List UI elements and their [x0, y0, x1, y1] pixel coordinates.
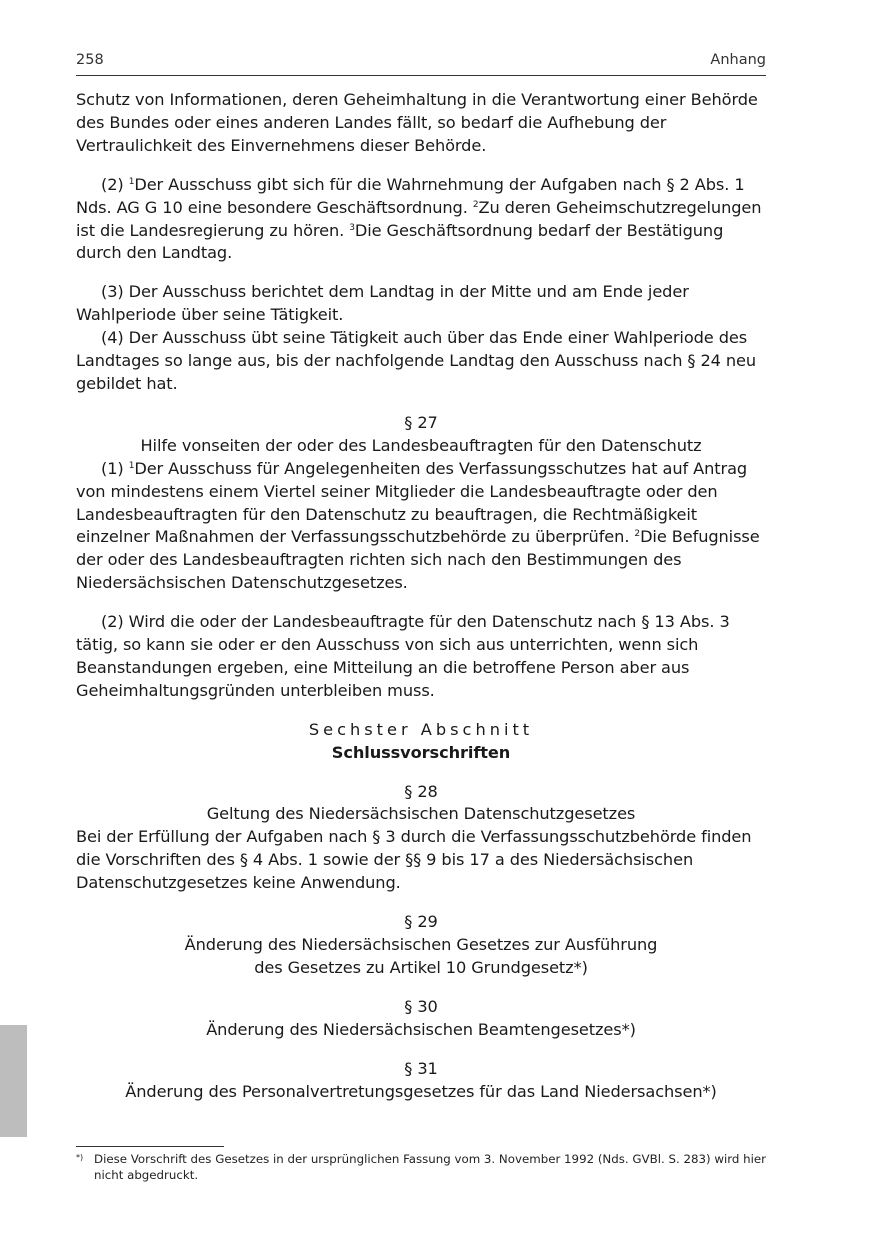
s26-paragraph-4: (4) Der Ausschuss übt seine Tätigkeit auch über das Ende einer Wahlperiode des Landtages so lange aus, bis der nachfolgende Landtag den Ausschuss nach § 24 neu gebildet hat. [76, 328, 757, 393]
footnote-mark: *) [76, 1153, 84, 1162]
section-title-line-2: des Gesetzes zu Artikel 10 Grundgesetz*) [254, 957, 588, 977]
footnote-rule [76, 1146, 224, 1147]
sentence-number: 2 [634, 529, 641, 540]
section-number: § 28 [404, 781, 438, 801]
footnote-text: Diese Vorschrift des Gesetzes in der ursprünglichen Fassung vom 3. November 1992 (Nds. GVBl. S. 283) wird hier nicht abgedruckt. [94, 1152, 766, 1182]
running-head-section: Anhang [710, 52, 766, 68]
paragraph-continuation: Schutz von Informationen, deren Geheimhaltung in die Verantwortung einer Behörde des Bundes oder eines anderen Landes fällt, so bedarf die Aufhebung der Vertraulichkeit des Einvernehmens dieser Behörde. [76, 90, 758, 155]
header-rule [76, 75, 766, 76]
section-number: § 27 [404, 412, 438, 432]
page-body [76, 89, 766, 1103]
section-number: § 30 [404, 996, 438, 1016]
section-number: § 31 [404, 1058, 438, 1078]
section-title: Änderung des Personalvertretungsgesetzes für das Land Niedersachsen*) [125, 1081, 717, 1101]
section-title: Geltung des Niedersächsischen Datenschutzgesetzes [206, 804, 636, 824]
sentence-text: Die Geschäftsordnung bedarf der Bestätigung durch den Landtag. [76, 220, 724, 263]
footnote [76, 1152, 766, 1183]
s26-paragraph-3: (3) Der Ausschuss berichtet dem Landtag in der Mitte und am Ende jeder Wahlperiode über seine Tätigkeit. [76, 282, 689, 325]
s27-paragraph-1 [76, 458, 766, 595]
sentence-text: Zu deren Geheimschutzregelungen ist die Landesregierung zu hören. [76, 197, 762, 240]
running-header [76, 52, 766, 74]
sentence-number: 1 [128, 460, 135, 471]
page-number: 258 [76, 52, 104, 68]
s27-paragraph-2: (2) Wird die oder der Landesbeauftragte für den Datenschutz nach § 13 Abs. 3 tätig, so kann sie oder er den Ausschuss von sich aus unterrichten, wenn sich Beanstandungen ergeben, eine Mitteilung an die betroffene Person aber aus Geheimhaltungsgründen unterbleiben muss. [76, 612, 730, 700]
sentence-text: Der Ausschuss gibt sich für die Wahrnehmung der Aufgaben nach § 2 Abs. 1 Nds. AG G 10 eine besondere Geschäftsordnung. [76, 174, 745, 217]
sentence-number: 2 [472, 199, 479, 210]
paragraph-number: (1) [101, 458, 129, 478]
s28-text: Bei der Erfüllung der Aufgaben nach § 3 durch die Verfassungsschutzbehörde finden die Vorschriften des § 4 Abs. 1 sowie der §§ 9 bis 17 a des Niedersächsischen Datenschutzgesetzes keine Anwendung. [76, 827, 752, 893]
chapter-title: Schlussvorschriften [331, 742, 511, 762]
sentence-text: Der Ausschuss für Angelegenheiten des Verfassungsschutzes hat auf Antrag von mindestens einem Viertel seiner Mitglieder die Landesbeauftragte oder den Landesbeauftragten für den Datenschutz zu beauftragen, die Rechtmäßigkeit einzelner Maßnahmen der Verfassungsschutzbehörde zu überprüfen. [76, 458, 748, 547]
s26-paragraph-2 [76, 174, 766, 266]
sentence-text: Die Befugnisse der oder des Landesbeauftragten richten sich nach den Bestimmungen des Niedersächsischen Datenschutzgesetzes. [76, 527, 760, 593]
section-number: § 29 [404, 912, 438, 932]
thumb-index-tab [0, 1025, 27, 1137]
sentence-number: 1 [128, 176, 135, 187]
chapter-label: Sechster Abschnitt [308, 719, 534, 739]
section-title: Änderung des Niedersächsischen Beamtengesetzes*) [206, 1019, 636, 1039]
paragraph-number: (2) [101, 174, 129, 194]
section-title-line-1: Änderung des Niedersächsischen Gesetzes zur Ausführung [184, 935, 658, 954]
sentence-number: 3 [349, 222, 355, 233]
section-title: Hilfe vonseiten der oder des Landesbeauftragten für den Datenschutz [140, 435, 702, 455]
